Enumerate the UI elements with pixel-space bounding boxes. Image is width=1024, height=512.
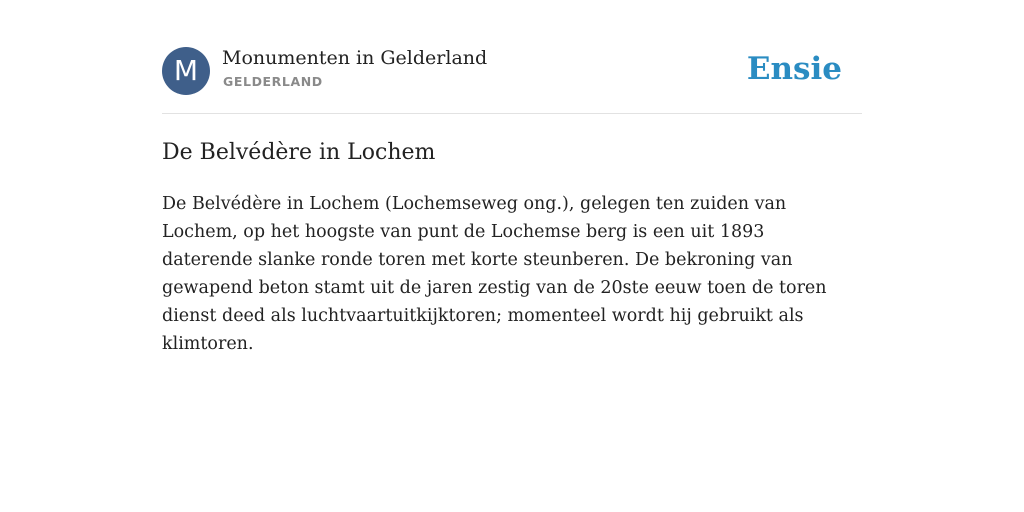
avatar[interactable]: M [162, 47, 210, 95]
channel-subtitle[interactable]: GELDERLAND [223, 74, 323, 89]
brand-logo[interactable]: Ensie [746, 51, 842, 87]
header-divider [162, 113, 862, 114]
channel-header [162, 46, 862, 96]
article-title: De Belvédère in Lochem [162, 140, 436, 165]
article-body: De Belvédère in Lochem (Lochemseweg ong.), gelegen ten zuiden van Lochem, op het hoogste van punt de Lochemse berg is een uit 1893 daterende slanke ronde toren met korte steunberen. De bekroning van gewapend beton stamt uit de jaren zestig van de 20ste eeuw toen de toren dienst deed als luchtvaartuitkijktoren; momenteel wordt hij gebruikt als klimtoren. [162, 194, 827, 354]
channel-title[interactable]: Monumenten in Gelderland [222, 47, 488, 69]
